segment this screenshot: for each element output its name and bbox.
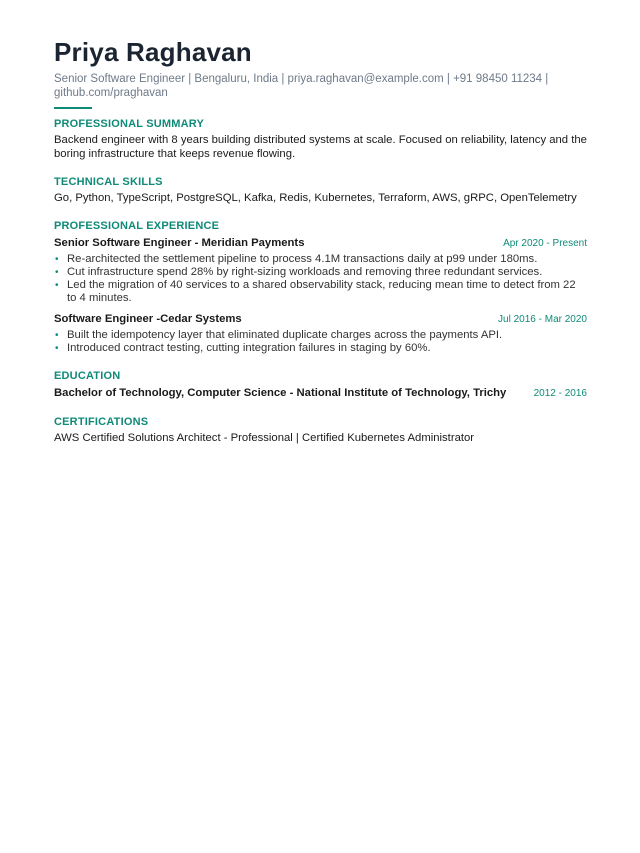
experience-heading: PROFESSIONAL EXPERIENCE: [54, 219, 220, 232]
education-entry: [54, 386, 587, 401]
bullet-icon: •: [55, 279, 59, 291]
education-heading: EDUCATION: [54, 369, 121, 382]
bullet-item: [54, 266, 587, 279]
bullet-item: [54, 253, 587, 266]
bullet-icon: •: [55, 342, 59, 354]
education-section: [54, 369, 587, 401]
bullet-icon: •: [55, 253, 59, 265]
experience-section: [54, 219, 587, 355]
summary-text: Backend engineer with 8 years building distributed systems at scale. Focused on reliability, latency and the boring infrastructure that keeps revenue flowing.: [54, 134, 587, 160]
contact-line: Senior Software Engineer | Bengaluru, India | priya.raghavan@example.com | +91 98450 11234 | github.com/praghavan: [54, 73, 549, 99]
summary-section: [54, 117, 587, 161]
bullet-item: [54, 329, 587, 342]
bullet-text: Cut infrastructure spend 28% by right-sizing workloads and removing three redundant services.: [67, 265, 543, 278]
bullet-text: Introduced contract testing, cutting integration failures in staging by 60%.: [67, 341, 431, 354]
job-bullets: [54, 253, 587, 305]
bullet-item: [54, 342, 587, 355]
skills-heading: TECHNICAL SKILLS: [54, 176, 163, 188]
job-entry: [54, 312, 587, 355]
education-dates: 2012 - 2016: [533, 387, 587, 399]
job-title: Senior Software Engineer - Meridian Payments: [54, 236, 305, 249]
job-dates: Jul 2016 - Mar 2020: [498, 313, 587, 325]
certifications-text: AWS Certified Solutions Architect - Professional | Certified Kubernetes Administrator: [54, 431, 475, 444]
certifications-heading: CERTIFICATIONS: [54, 415, 149, 428]
summary-heading: PROFESSIONAL SUMMARY: [54, 118, 205, 130]
bullet-icon: •: [55, 266, 59, 278]
bullet-text: Led the migration of 40 services to a shared observability stack, reducing mean time to detect from 22 to 4 minutes.: [67, 278, 576, 304]
accent-divider: [54, 107, 92, 109]
job-bullets: [54, 329, 587, 355]
job-header: [54, 236, 587, 251]
degree-title: Bachelor of Technology, Computer Science - National Institute of Technology, Trichy: [54, 386, 507, 399]
candidate-name: Priya Raghavan: [54, 37, 252, 67]
job-header: [54, 312, 587, 327]
job-dates: Apr 2020 - Present: [503, 237, 587, 249]
job-entry: [54, 236, 587, 305]
bullet-text: Built the idempotency layer that eliminated duplicate charges across the payments API.: [67, 328, 503, 341]
skills-section: [54, 175, 587, 206]
bullet-text: Re-architected the settlement pipeline to process 4.1M transactions daily at p99 under 180ms.: [67, 252, 538, 265]
skills-text: Go, Python, TypeScript, PostgreSQL, Kafka, Redis, Kubernetes, Terraform, AWS, gRPC, OpenTelemetry: [54, 192, 577, 204]
job-title: Software Engineer -Cedar Systems: [54, 312, 242, 325]
bullet-icon: •: [55, 329, 59, 341]
certifications-section: [54, 415, 587, 446]
resume-content: [54, 36, 587, 445]
bullet-item: [54, 279, 587, 305]
